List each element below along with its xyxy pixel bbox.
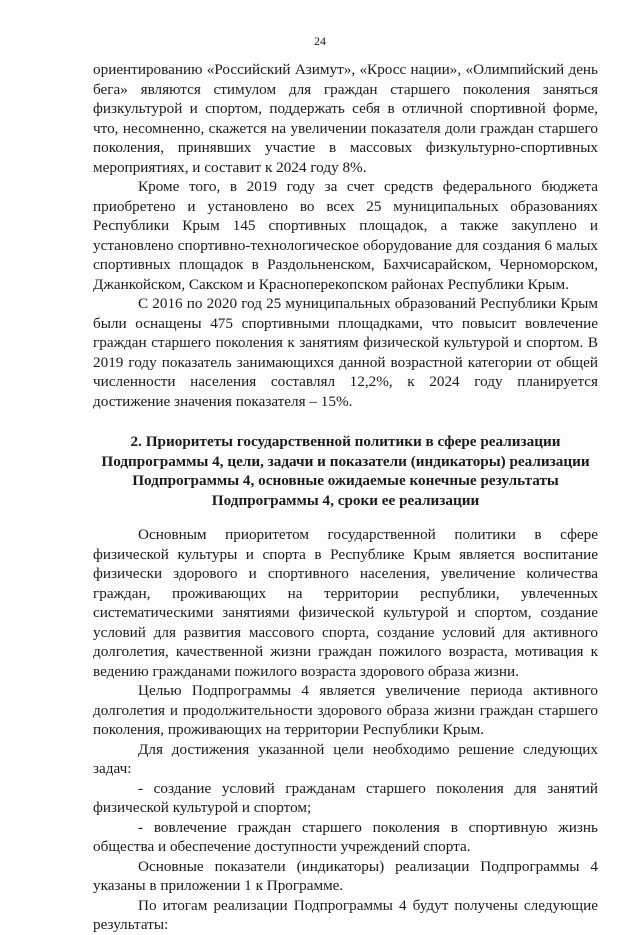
- list-item: - вовлечение граждан старшего поколения в спортивную жизнь общества и обеспечение доступности учреждений спорта.: [93, 818, 598, 855]
- section-heading: [93, 432, 598, 510]
- page-number: 24: [314, 34, 326, 48]
- section-heading-line: Подпрограммы 4, основные ожидаемые конечные результаты: [132, 472, 559, 489]
- paragraph: Для достижения указанной цели необходимо решение следующих задач:: [93, 740, 598, 777]
- paragraph: Кроме того, в 2019 году за счет средств федерального бюджета приобретено и установлено во всех 25 муниципальных образованиях Республики Крым 145 спортивных площадок, а также закуплено и установлено спортивно-технологическое оборудование для создания 6 малых спортивных площадок в Раздольненском, Бахчисарайском, Черноморском, Джанкойском, Сакском и Красноперекопском районах Республики Крым.: [93, 178, 598, 293]
- paragraph: По итогам реализации Подпрограммы 4 будут получены следующие результаты:: [93, 896, 598, 933]
- paragraph: С 2016 по 2020 год 25 муниципальных образований Республики Крым были оснащены 475 спортивными площадками, что повысит вовлечение граждан старшего поколения к занятиям физической культурой и спортом. В 2019 году показатель занимающихся данной возрастной категории от общей численности населения составлял 12,2%, к 2024 году планируется достижение значения показателя – 15%.: [93, 295, 598, 410]
- paragraph: Целью Подпрограммы 4 является увеличение периода активного долголетия и продолжительности здорового образа жизни граждан старшего поколения, проживающих на территории Республики Крым.: [93, 682, 598, 738]
- paragraph: Основные показатели (индикаторы) реализации Подпрограммы 4 указаны в приложении 1 к Программе.: [93, 857, 598, 894]
- section-heading-line: Подпрограммы 4, цели, задачи и показатели (индикаторы) реализации: [101, 452, 590, 470]
- document-body: [93, 60, 598, 935]
- paragraph: ориентированию «Российский Азимут», «Кросс нации», «Олимпийский день бега» являются стимулом для граждан старшего поколения заняться физкультурой и спортом, поддержать себя в отличной спортивной форме, что, несомненно, скажется на увеличении показателя доли граждан старшего поколения, принявших участие в массовых физкультурно-спортивных мероприятиях, и составит к 2024 году 8%.: [93, 61, 598, 176]
- list-item: - создание условий гражданам старшего поколения для занятий физической культурой и спортом;: [93, 779, 598, 816]
- section-heading-line: Подпрограммы 4, сроки ее реализации: [211, 491, 480, 509]
- paragraph: Основным приоритетом государственной политики в сфере физической культуры и спорта в Республике Крым является воспитание физически здорового и спортивного населения, увеличение количества граждан, проживающих на территории республики, увлеченных систематическими занятиями физической культурой и спортом, создание условий для развития массового спорта, создание условий для активного долголетия, качественной жизни граждан пожилого возраста, мотивация к ведению гражданами пожилого возраста здорового образа жизни.: [93, 526, 598, 680]
- section-heading-line: 2. Приоритеты государственной политики в сфере реализации: [130, 433, 561, 450]
